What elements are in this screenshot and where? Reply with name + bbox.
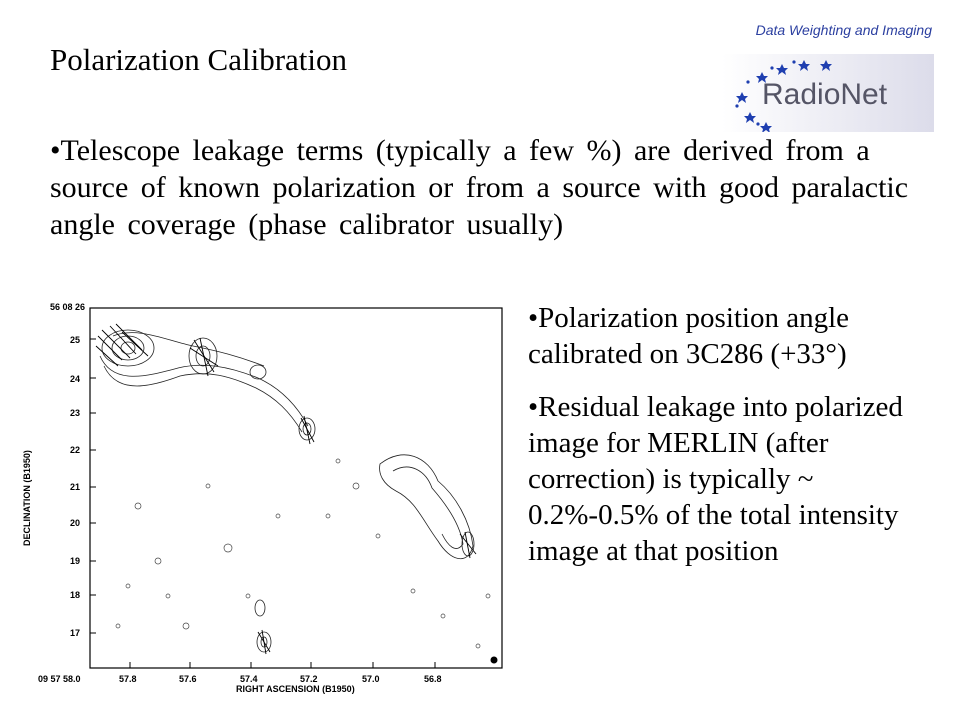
polarization-contour-map xyxy=(18,296,518,696)
beam-icon xyxy=(491,657,498,664)
map-frame xyxy=(90,308,502,668)
x-tick-label: 57.6 xyxy=(179,674,197,684)
bullet-leakage-terms: •Telescope leakage terms (typically a few %) are derived from a source of known polarization or from a source with good paralactic angle coverage (phase calibrator usually) xyxy=(50,134,909,241)
right-bullets xyxy=(528,300,948,586)
x-tick-label: 57.4 xyxy=(240,674,258,684)
y-top-label: 56 08 26 xyxy=(50,302,86,312)
svg-text:RadioNet: RadioNet xyxy=(762,78,888,111)
y-tick-label: 21 xyxy=(70,482,81,492)
y-tick-label: 25 xyxy=(70,335,81,345)
y-tick-label: 19 xyxy=(70,556,81,566)
x-tick-label: 57.0 xyxy=(362,674,380,684)
y-tick-label: 23 xyxy=(70,408,81,418)
x-tick-label: 57.8 xyxy=(119,674,137,684)
y-tick-label: 22 xyxy=(70,445,81,455)
x-first-label: 09 57 58.0 xyxy=(38,674,81,684)
x-tick-label: 57.2 xyxy=(300,674,318,684)
y-tick-label: 20 xyxy=(70,518,81,528)
header-tag: Data Weighting and Imaging xyxy=(755,22,932,38)
bullet-position-angle: •Polarization position angle calibrated on 3C286 (+33°) xyxy=(528,302,850,370)
slide-title: Polarization Calibration xyxy=(50,42,348,77)
x-tick-label: 56.8 xyxy=(424,674,442,684)
x-axis-label: RIGHT ASCENSION (B1950) xyxy=(236,684,355,694)
y-tick-label: 18 xyxy=(70,590,81,600)
bullet-residual-leakage: •Residual leakage into polarized image for MERLIN (after correction) is typically ~ 0.2%-0.5% of the total intensity image at that position xyxy=(528,391,903,567)
radionet-logo xyxy=(722,54,934,132)
y-axis-label: DECLINATION (B1950) xyxy=(22,450,32,546)
y-tick-label: 24 xyxy=(70,374,81,384)
y-tick-label: 17 xyxy=(70,628,81,638)
